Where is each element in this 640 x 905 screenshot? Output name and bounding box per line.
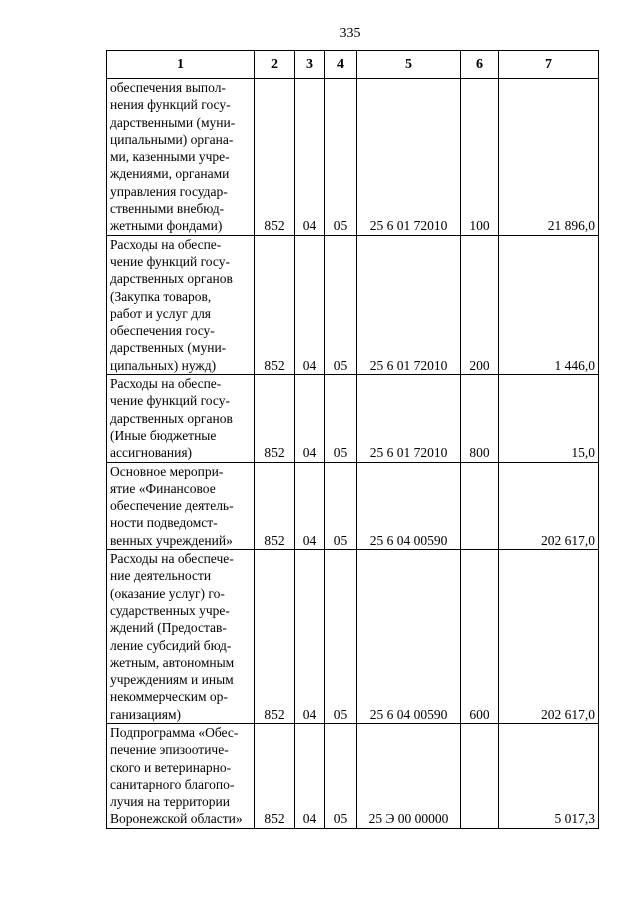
row-subsection: 05 bbox=[325, 462, 357, 549]
row-section: 04 bbox=[295, 235, 325, 374]
row-grbs: 852 bbox=[255, 550, 295, 724]
row-name: Расходы на обеспе- чение функций госу- дарственных органов (Закупка товаров, работ и услуг для обеспечения госу- дарственных (муни- ципальных) нужд) bbox=[107, 235, 255, 374]
table-row bbox=[107, 375, 599, 462]
row-expense-type: 100 bbox=[461, 79, 499, 236]
row-sum: 21 896,0 bbox=[499, 79, 599, 236]
row-expense-type bbox=[461, 723, 499, 828]
row-sum: 202 617,0 bbox=[499, 550, 599, 724]
table-row bbox=[107, 79, 599, 236]
row-section: 04 bbox=[295, 462, 325, 549]
row-subsection: 05 bbox=[325, 723, 357, 828]
row-section: 04 bbox=[295, 375, 325, 462]
table-row bbox=[107, 462, 599, 549]
page-number: 335 bbox=[339, 26, 361, 41]
row-target-code: 25 6 01 72010 bbox=[357, 375, 461, 462]
row-subsection: 05 bbox=[325, 235, 357, 374]
column-header-2: 2 bbox=[255, 51, 295, 79]
row-expense-type bbox=[461, 462, 499, 549]
row-name: Основное меропри- ятие «Финансовое обеспечение деятель- ности подведомст- венных учреждений» bbox=[107, 462, 255, 549]
row-target-code: 25 6 01 72010 bbox=[357, 235, 461, 374]
row-sum: 15,0 bbox=[499, 375, 599, 462]
column-header-1: 1 bbox=[107, 51, 255, 79]
budget-table bbox=[106, 50, 599, 829]
row-grbs: 852 bbox=[255, 79, 295, 236]
row-name: Расходы на обеспе- чение функций госу- дарственных органов (Иные бюджетные ассигнования) bbox=[107, 375, 255, 462]
column-header-5: 5 bbox=[357, 51, 461, 79]
column-header-4: 4 bbox=[325, 51, 357, 79]
column-header-7: 7 bbox=[499, 51, 599, 79]
row-subsection: 05 bbox=[325, 550, 357, 724]
row-subsection: 05 bbox=[325, 79, 357, 236]
row-target-code: 25 Э 00 00000 bbox=[357, 723, 461, 828]
row-section: 04 bbox=[295, 550, 325, 724]
column-header-3: 3 bbox=[295, 51, 325, 79]
row-expense-type: 600 bbox=[461, 550, 499, 724]
row-target-code: 25 6 01 72010 bbox=[357, 79, 461, 236]
row-target-code: 25 6 04 00590 bbox=[357, 550, 461, 724]
row-subsection: 05 bbox=[325, 375, 357, 462]
table-row bbox=[107, 235, 599, 374]
row-section: 04 bbox=[295, 79, 325, 236]
row-sum: 5 017,3 bbox=[499, 723, 599, 828]
row-sum: 202 617,0 bbox=[499, 462, 599, 549]
row-expense-type: 800 bbox=[461, 375, 499, 462]
row-section: 04 bbox=[295, 723, 325, 828]
row-sum: 1 446,0 bbox=[499, 235, 599, 374]
row-name: Подпрограмма «Обес- печение эпизоотиче- ского и ветеринарно- санитарного благопо- лучия на территории Воронежской области» bbox=[107, 723, 255, 828]
row-name: Расходы на обеспече- ние деятельности (оказание услуг) го- сударственных учре- ждений (Предостав- ление субсидий бюд- жетным, автономным учреждениям и иным некоммерческим ор- ганизациям) bbox=[107, 550, 255, 724]
row-grbs: 852 bbox=[255, 462, 295, 549]
row-expense-type: 200 bbox=[461, 235, 499, 374]
header-row bbox=[107, 51, 599, 79]
row-grbs: 852 bbox=[255, 723, 295, 828]
column-header-6: 6 bbox=[461, 51, 499, 79]
row-name: обеспечения выпол- нения функций госу- дарственными (муни- ципальными) органа- ми, казенными учре- ждениями, органами управления государ- ственными внебюд- жетными фондами) bbox=[107, 79, 255, 236]
row-grbs: 852 bbox=[255, 375, 295, 462]
table-row bbox=[107, 550, 599, 724]
row-grbs: 852 bbox=[255, 235, 295, 374]
table-row bbox=[107, 723, 599, 828]
row-target-code: 25 6 04 00590 bbox=[357, 462, 461, 549]
